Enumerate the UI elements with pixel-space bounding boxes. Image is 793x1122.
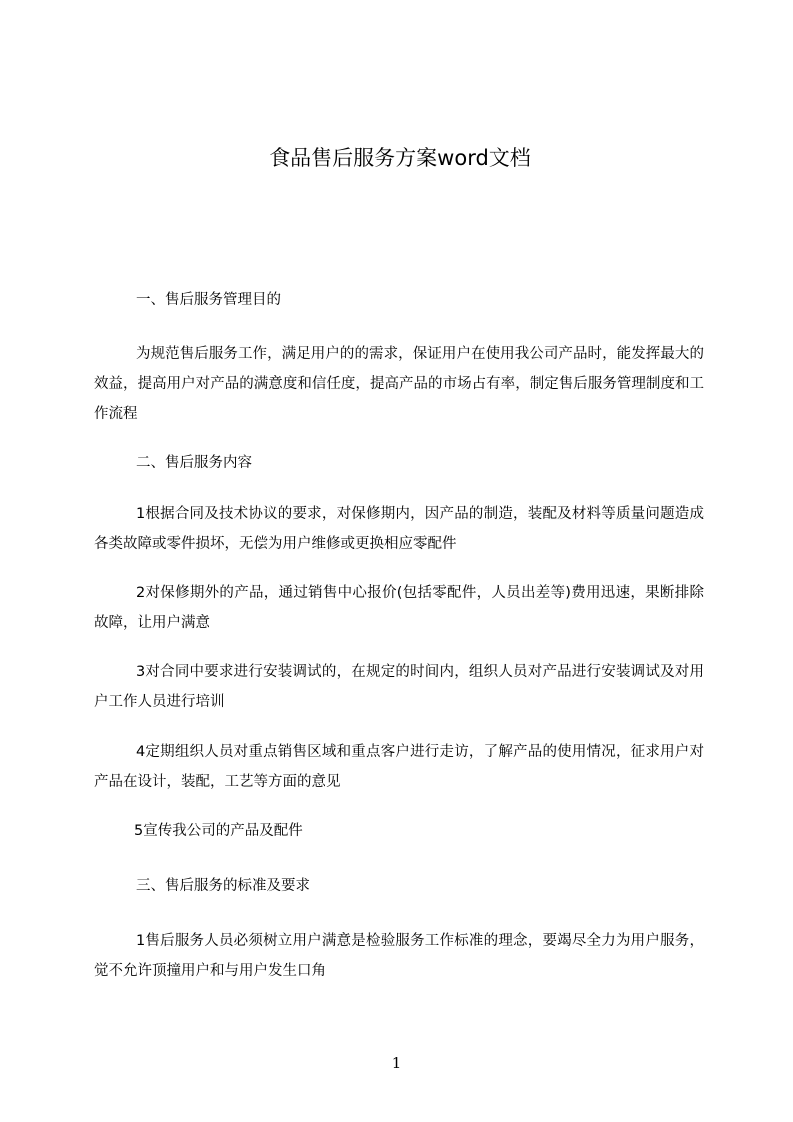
standards-item-1: 1售后服务人员必须树立用户满意是检验服务工作标准的理念，要竭尽全力为用户服务，觉不允许顶撞用户和与用户发生口角 xyxy=(94,933,704,979)
page-number: 1 xyxy=(391,1054,402,1072)
document-title: 食品售后服务方案word文档 xyxy=(269,146,531,170)
content-item-5: 5宣传我公司的产品及配件 xyxy=(134,823,303,839)
section-heading-standards: 三、售后服务的标准及要求 xyxy=(136,878,310,894)
section-heading-purpose: 一、售后服务管理目的 xyxy=(136,292,281,308)
section-heading-content: 二、售后服务内容 xyxy=(136,455,252,471)
content-item-1: 1根据合同及技术协议的要求，对保修期内，因产品的制造，装配及材料等质量问题造成各类故障或零件损坏，无偿为用户维修或更换相应零配件 xyxy=(94,506,704,552)
content-item-3: 3对合同中要求进行安装调试的，在规定的时间内，组织人员对产品进行安装调试及对用户工作人员进行培训 xyxy=(94,664,704,710)
paragraph-purpose: 为规范售后服务工作，满足用户的的需求，保证用户在使用我公司产品时，能发挥最大的效益，提高用户对产品的满意度和信任度，提高产品的市场占有率，制定售后服务管理制度和工作流程 xyxy=(94,346,704,422)
content-item-2: 2对保修期外的产品，通过销售中心报价(包括零配件，人员出差等)费用迅速，果断排除故障，让用户满意 xyxy=(94,585,704,631)
content-item-4: 4定期组织人员对重点销售区域和重点客户进行走访，了解产品的使用情况，征求用户对产品在设计，装配，工艺等方面的意见 xyxy=(94,744,704,790)
